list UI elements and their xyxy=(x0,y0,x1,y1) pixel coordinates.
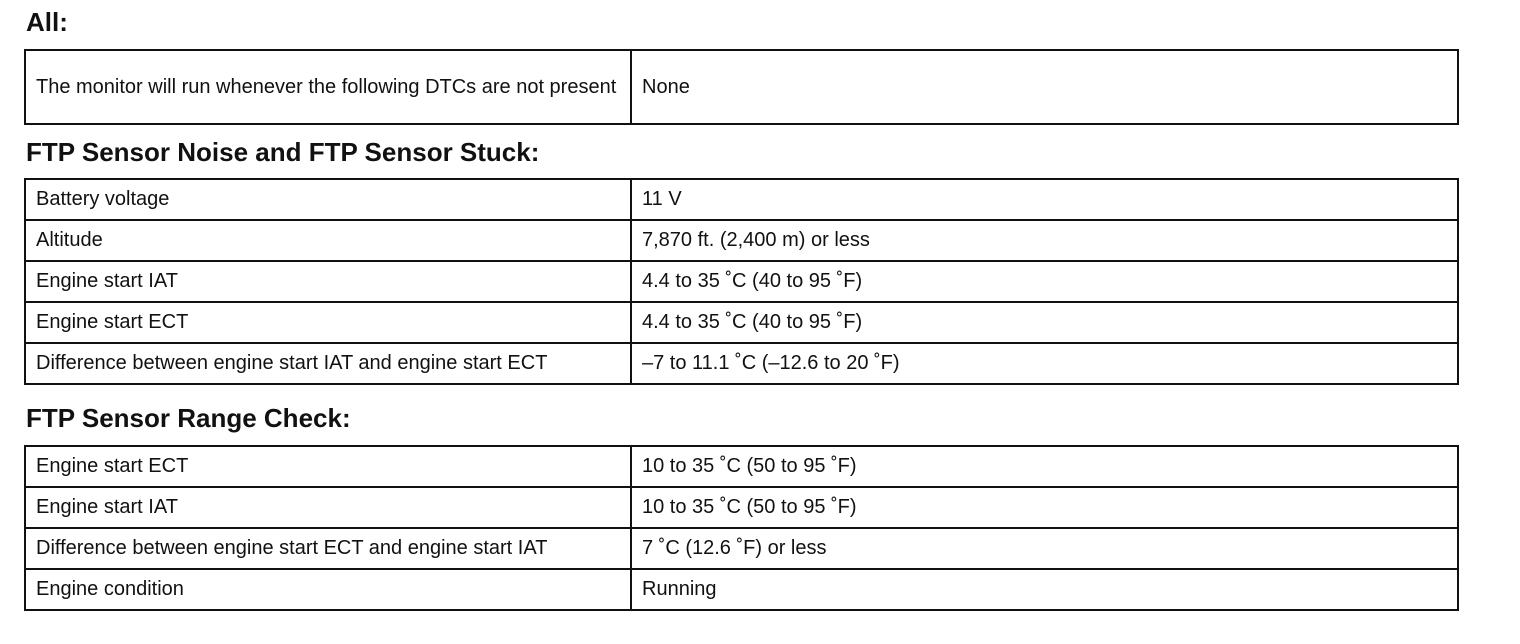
condition-label: Difference between engine start IAT and engine start ECT xyxy=(25,343,631,384)
condition-label: Battery voltage xyxy=(25,179,631,220)
condition-label: Altitude xyxy=(25,220,631,261)
condition-label: The monitor will run whenever the following DTCs are not present xyxy=(25,50,631,124)
condition-value: 11 V xyxy=(631,179,1458,220)
section-heading-noise-stuck: FTP Sensor Noise and FTP Sensor Stuck: xyxy=(26,137,540,167)
conditions-table-noise-stuck xyxy=(24,178,1459,385)
table-row xyxy=(25,179,1458,220)
table-row xyxy=(25,50,1458,124)
conditions-table-all xyxy=(24,49,1459,125)
conditions-table-range-check xyxy=(24,445,1459,611)
table-row xyxy=(25,446,1458,487)
condition-value: 10 to 35 ˚C (50 to 95 ˚F) xyxy=(631,487,1458,528)
table-row xyxy=(25,487,1458,528)
condition-value: 7,870 ft. (2,400 m) or less xyxy=(631,220,1458,261)
table-row xyxy=(25,343,1458,384)
condition-value: 4.4 to 35 ˚C (40 to 95 ˚F) xyxy=(631,302,1458,343)
condition-value: Running xyxy=(631,569,1458,610)
table-row xyxy=(25,261,1458,302)
section-heading-range-check: FTP Sensor Range Check: xyxy=(26,403,351,433)
condition-value: None xyxy=(631,50,1458,124)
condition-value: 4.4 to 35 ˚C (40 to 95 ˚F) xyxy=(631,261,1458,302)
table-row xyxy=(25,302,1458,343)
table-row xyxy=(25,569,1458,610)
table-row xyxy=(25,220,1458,261)
condition-label: Engine start ECT xyxy=(25,302,631,343)
condition-label: Engine start IAT xyxy=(25,487,631,528)
table-row xyxy=(25,528,1458,569)
condition-label: Engine start IAT xyxy=(25,261,631,302)
condition-value: 10 to 35 ˚C (50 to 95 ˚F) xyxy=(631,446,1458,487)
condition-label: Engine start ECT xyxy=(25,446,631,487)
condition-label: Engine condition xyxy=(25,569,631,610)
condition-label: Difference between engine start ECT and engine start IAT xyxy=(25,528,631,569)
section-heading-all: All: xyxy=(26,7,68,37)
condition-value: 7 ˚C (12.6 ˚F) or less xyxy=(631,528,1458,569)
condition-value: –7 to 11.1 ˚C (–12.6 to 20 ˚F) xyxy=(631,343,1458,384)
